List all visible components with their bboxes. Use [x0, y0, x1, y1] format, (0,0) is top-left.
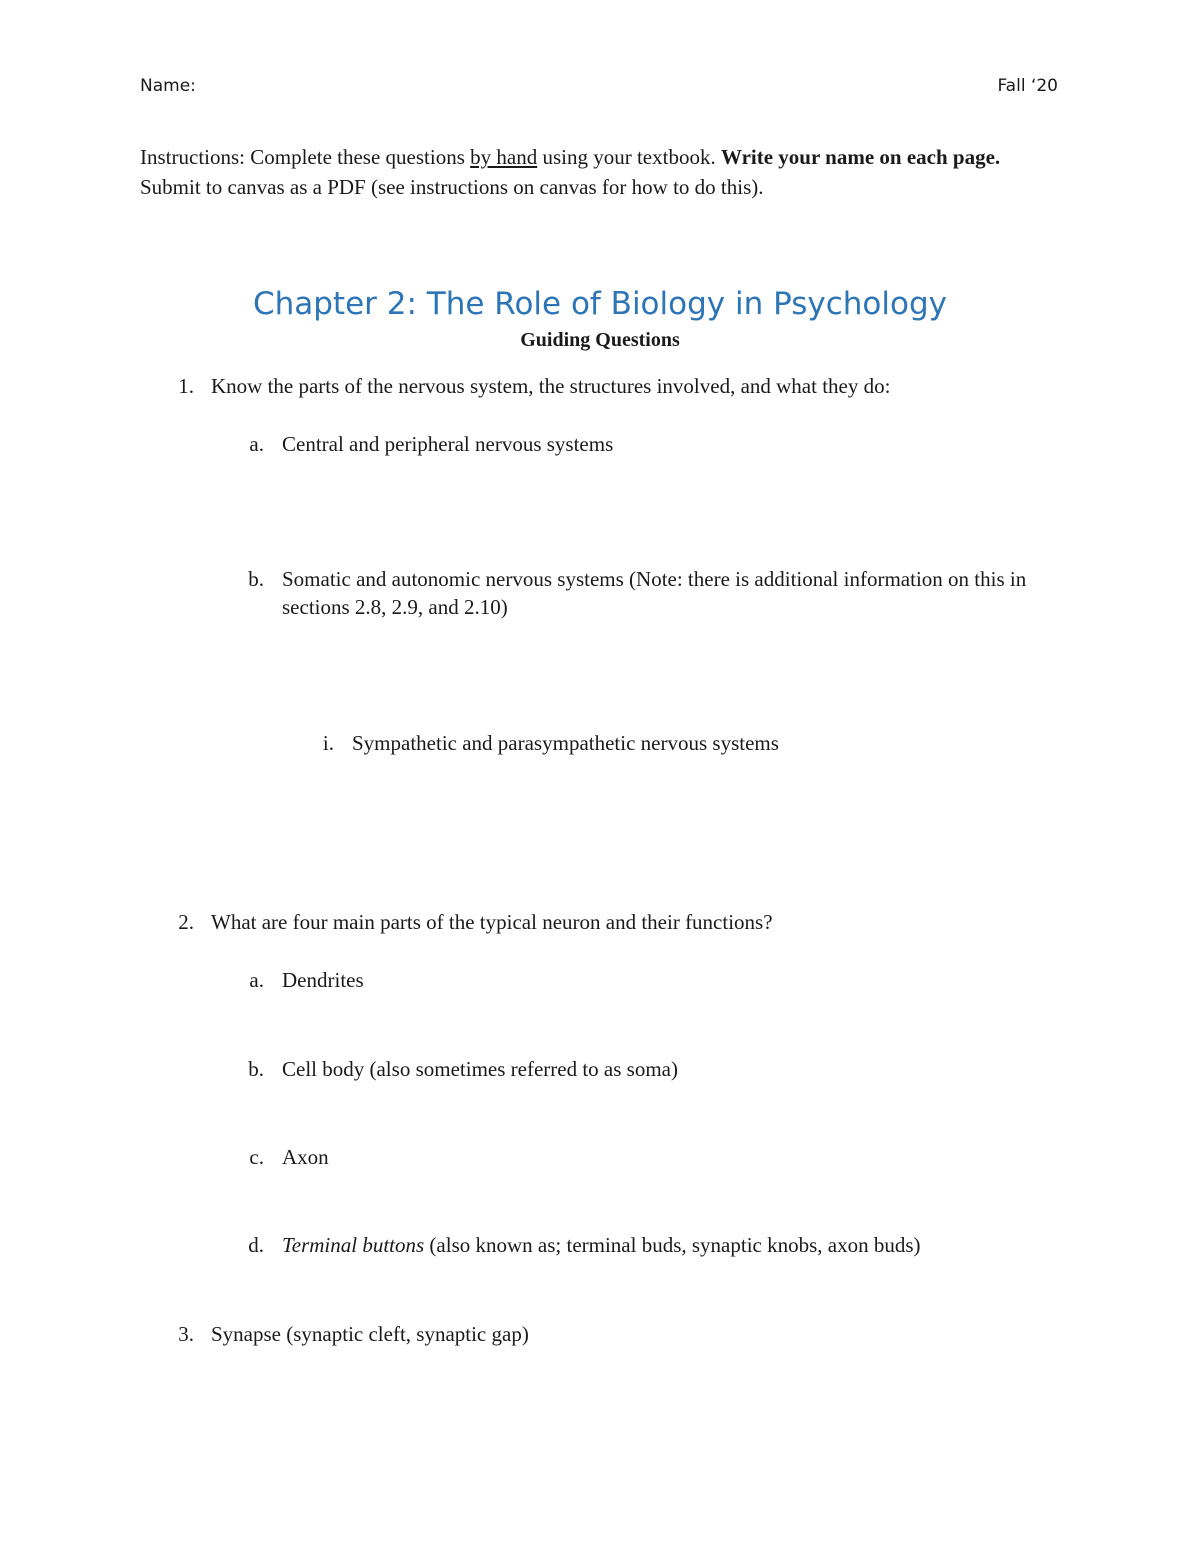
instructions-underlined: by hand [470, 145, 538, 169]
question-marker: 3. [178, 1322, 194, 1346]
question-text: Synapse (synaptic cleft, synaptic gap) [211, 1322, 529, 1346]
subitem-rest: (also known as; terminal buds, synaptic knobs, axon buds) [424, 1233, 921, 1257]
subitem-text: Somatic and autonomic nervous systems (Note: there is additional information on this in sections 2.8, 2.9, and 2.10) [282, 567, 1027, 619]
section-subtitle: Guiding Questions [520, 329, 680, 351]
instructions-middle: using your textbook. [537, 145, 721, 169]
subitem-italic-term: Terminal buttons [282, 1233, 425, 1257]
subitem-marker: d. [248, 1233, 264, 1257]
instructions-prefix: Instructions: Complete these questions [140, 145, 471, 169]
subitem-text: Axon [282, 1145, 329, 1169]
subitem-marker: b. [248, 1057, 264, 1081]
instructions-suffix: Submit to canvas as a PDF (see instructions on canvas for how to do this). [140, 175, 764, 199]
chapter-title: Chapter 2: The Role of Biology in Psychology [252, 286, 948, 322]
name-label: Name: [140, 76, 196, 96]
subitem-text: Central and peripheral nervous systems [282, 432, 614, 456]
question-marker: 1. [178, 374, 194, 398]
question-marker: 2. [178, 910, 194, 934]
subitem-marker: c. [249, 1145, 264, 1169]
question-text: Know the parts of the nervous system, the structures involved, and what they do: [211, 374, 891, 398]
subitem-marker: a. [249, 968, 264, 992]
subitem-marker: a. [249, 432, 264, 456]
subitem-text [282, 1231, 1072, 1259]
subitem-text: Cell body (also sometimes referred to as soma) [282, 1057, 678, 1081]
question-text: What are four main parts of the typical neuron and their functions? [211, 910, 773, 934]
subitem-marker: b. [248, 567, 264, 591]
instructions-bold: Write your name on each page. [720, 145, 1001, 169]
subsubitem-marker: i. [322, 731, 334, 755]
subitem-text: Dendrites [282, 968, 364, 992]
subsubitem-text: Sympathetic and parasympathetic nervous systems [352, 731, 779, 755]
term-label: Fall ‘20 [997, 76, 1058, 96]
instructions [140, 142, 1060, 202]
